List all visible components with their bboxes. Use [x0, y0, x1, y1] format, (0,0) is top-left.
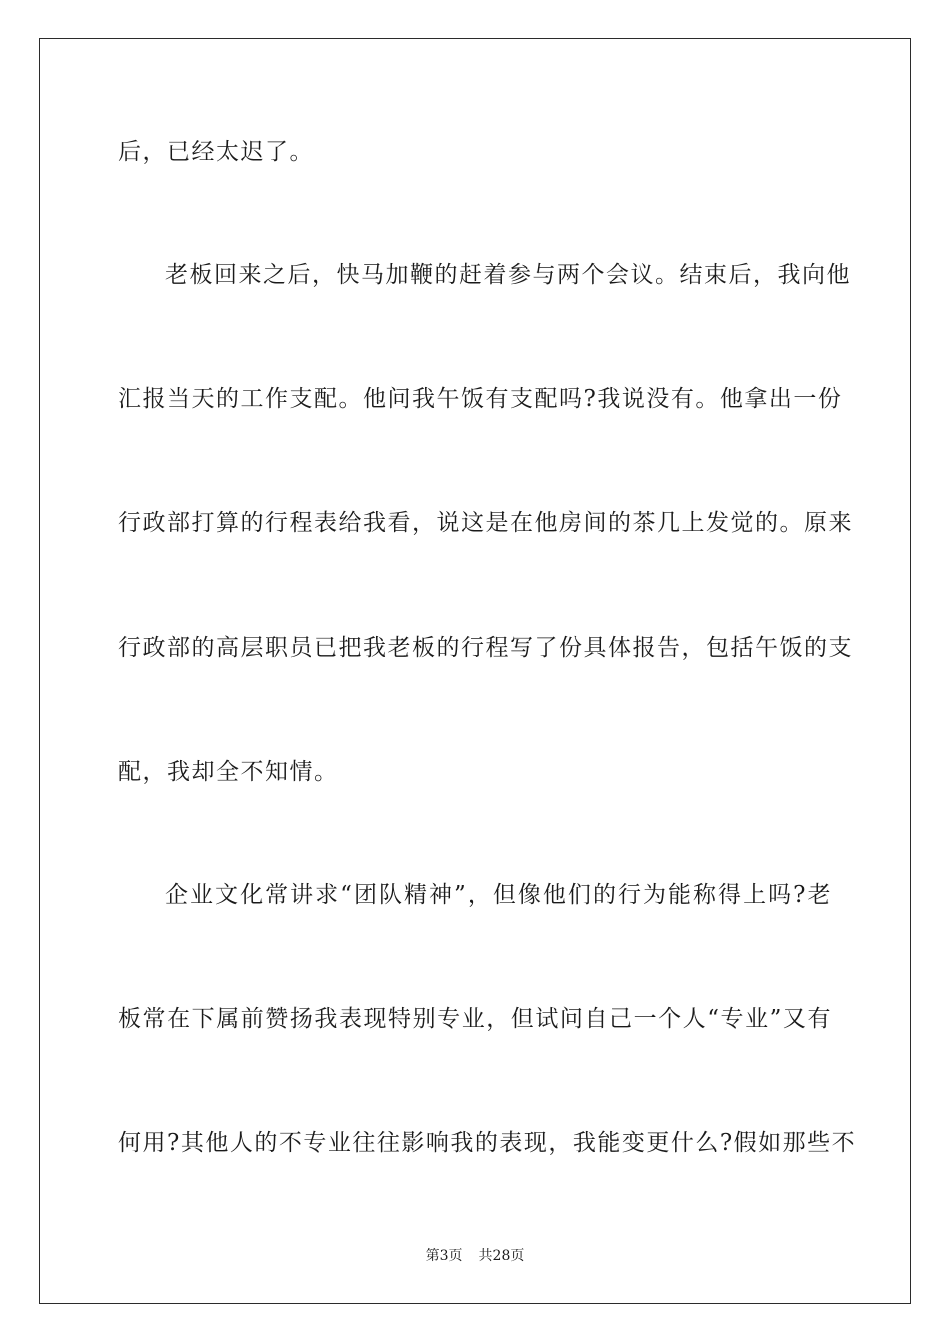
text-line-6: 配，我却全不知情。 [118, 759, 339, 785]
page-footer [0, 1246, 950, 1266]
text-line-2: 老板回来之后，快马加鞭的赶着参与两个会议。结束后，我向他 [165, 262, 851, 288]
text-line-7: 企业文化常讲求“团队精神”，但像他们的行为能称得上吗?老 [165, 882, 832, 908]
text-line-3: 汇报当天的工作支配。他问我午饭有支配吗?我说没有。他拿出一份 [118, 386, 843, 412]
page-total: 共28页 [478, 1248, 525, 1264]
text-line-9: 何用?其他人的不专业往往影响我的表现，我能变更什么?假如那些不 [118, 1130, 857, 1156]
page-number: 第3页 [425, 1248, 463, 1264]
page-border [39, 38, 911, 1304]
text-line-5: 行政部的高层职员已把我老板的行程写了份具体报告，包括午饭的支 [118, 635, 853, 661]
text-line-4: 行政部打算的行程表给我看，说这是在他房间的茶几上发觉的。原来 [118, 510, 853, 536]
text-line-1: 后，已经太迟了。 [118, 139, 314, 165]
text-line-8: 板常在下属前赞扬我表现特别专业，但试问自己一个人“专业”又有 [118, 1006, 832, 1032]
